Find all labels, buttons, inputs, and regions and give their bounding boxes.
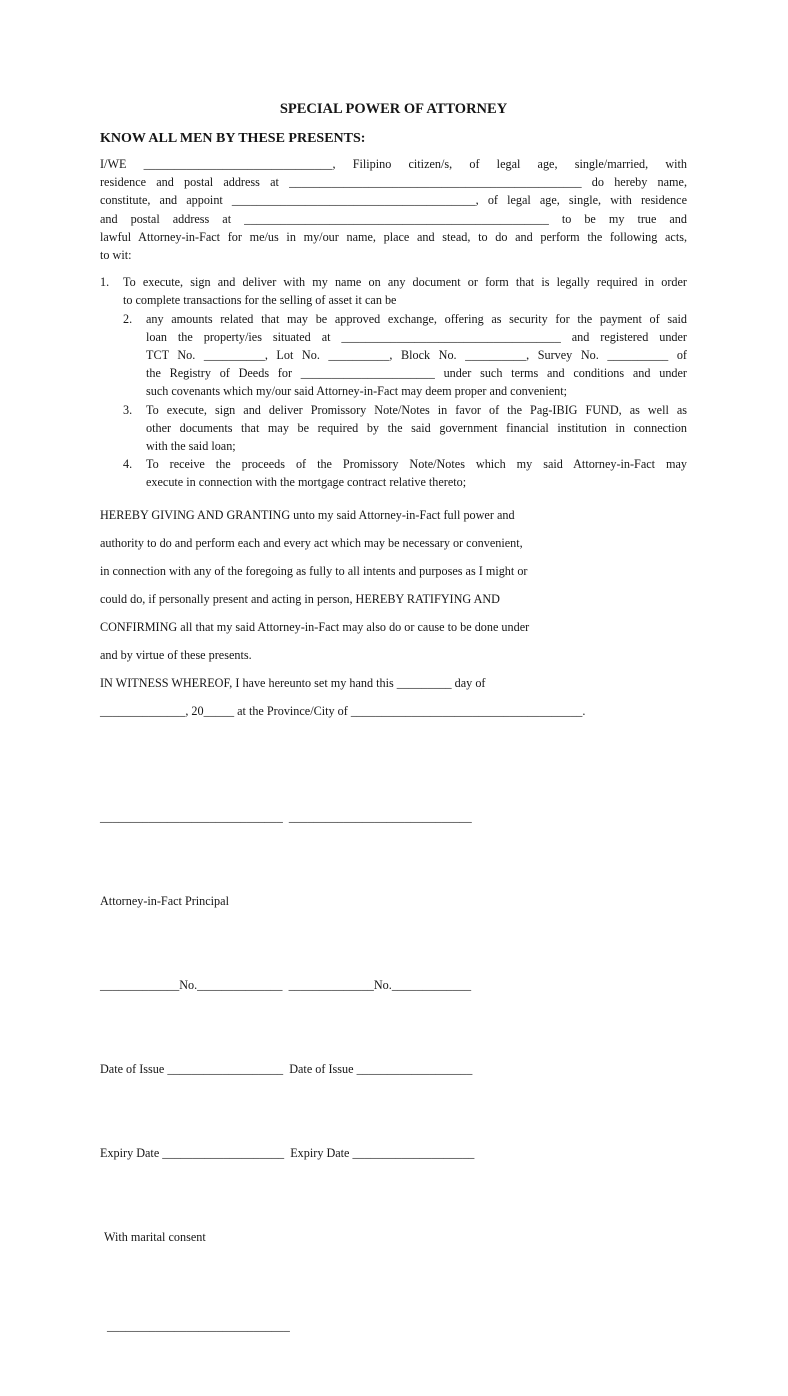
act-item-3-body: [146, 401, 687, 456]
signature-lines-row: ______________________________ ______________________________: [100, 809, 472, 824]
expiry-date-row: Expiry Date ____________________ Expiry Date ____________________: [100, 1145, 475, 1160]
act-item-2-line-3: TCT No. __________, Lot No. __________, Block No. __________, Survey No. __________ of: [146, 348, 687, 363]
act-item-3-line-3: with the said loan;: [146, 439, 236, 454]
intro-line-1: I/WE _______________________________, Filipino citizen/s, of legal age, single/married, with: [100, 157, 687, 171]
granting-line-3: in connection with any of the foregoing as fully to all intents and purposes as I might or: [100, 563, 528, 578]
act-item-3: [100, 401, 687, 456]
intro-line-6: to wit:: [100, 248, 132, 263]
witness-line-2: ______________, 20_____ at the Province/City of ______________________________________.: [100, 703, 586, 718]
document-content: [100, 101, 687, 1396]
granting-line-5: CONFIRMING all that my said Attorney-in-Fact may also do or cause to be done under: [100, 619, 530, 634]
intro-paragraph: [100, 155, 687, 264]
consent-signature-line: ______________________________: [107, 1318, 290, 1333]
marital-consent-label: With marital consent: [104, 1229, 206, 1244]
granting-line-1: HEREBY GIVING AND GRANTING unto my said Attorney-in-Fact full power and: [100, 507, 515, 522]
opening-heading: KNOW ALL MEN BY THESE PRESENTS:: [100, 131, 366, 146]
act-item-3-number: 3.: [123, 402, 133, 417]
act-item-4-line-1: To receive the proceeds of the Promissory Note/Notes which my said Attorney-in-Fact may: [146, 457, 687, 472]
witness-line-1: IN WITNESS WHEREOF, I have hereunto set my hand this _________ day of: [100, 675, 486, 690]
page-title: SPECIAL POWER OF ATTORNEY: [279, 101, 508, 117]
intro-line-5: lawful Attorney-in-Fact for me/us in my/our name, place and stead, to do and perform the following acts,: [100, 229, 687, 244]
act-item-4: [100, 455, 687, 491]
date-of-issue-row: Date of Issue ___________________ Date of Issue ___________________: [100, 1061, 473, 1076]
intro-line-2: residence and postal address at ________________________________________________ do hereby name,: [100, 175, 687, 190]
act-item-1-line-1: To execute, sign and deliver with my name on any document or form that is legally required in order: [123, 275, 687, 290]
granting-line-2: authority to do and perform each and every act which may be necessary or convenient,: [100, 535, 523, 550]
act-item-2: [100, 310, 687, 401]
id-number-row: _____________No.______________ ______________No._____________: [100, 977, 472, 992]
act-item-2-line-5: such covenants which my/our said Attorney-in-Fact may deem proper and convenient;: [146, 384, 568, 399]
act-item-2-line-4: the Registry of Deeds for ______________________ under such terms and conditions and under: [146, 366, 687, 381]
act-item-3-line-1: To execute, sign and deliver Promissory Note/Notes in favor of the Pag-IBIG FUND, as well as: [146, 402, 687, 417]
act-item-2-line-1: any amounts related that may be approved exchange, offering as security for the payment of said: [146, 311, 687, 326]
act-item-1: [100, 273, 687, 309]
witness-paragraph: [100, 669, 687, 725]
act-item-4-number: 4.: [123, 457, 133, 472]
act-item-4-line-2: execute in connection with the mortgage contract relative thereto;: [146, 475, 467, 490]
granting-line-4: could do, if personally present and acting in person, HEREBY RATIFYING AND: [100, 591, 500, 606]
act-item-1-number: 1.: [100, 275, 110, 290]
role-labels-row: Attorney-in-Fact Principal: [100, 893, 229, 908]
act-item-2-body: [146, 310, 687, 401]
act-item-2-number: 2.: [123, 311, 133, 326]
granting-line-6: and by virtue of these presents.: [100, 647, 252, 662]
act-item-4-body: [146, 455, 687, 491]
signature-block: [100, 747, 687, 1396]
granting-paragraph: [100, 501, 687, 669]
act-item-3-line-2: other documents that may be required by the said government financial institution in connection: [146, 420, 687, 435]
intro-line-4: and postal address at __________________________________________________ to be my true and: [100, 211, 687, 226]
acts-list: [100, 273, 687, 491]
act-item-1-body: [123, 273, 687, 309]
act-item-1-line-2: to complete transactions for the selling of asset it can be: [123, 293, 397, 308]
intro-line-3: constitute, and appoint ________________________________________, of legal age, single, with residence: [100, 193, 687, 208]
act-item-2-line-2: loan the property/ies situated at ____________________________________ and registered under: [146, 329, 687, 344]
